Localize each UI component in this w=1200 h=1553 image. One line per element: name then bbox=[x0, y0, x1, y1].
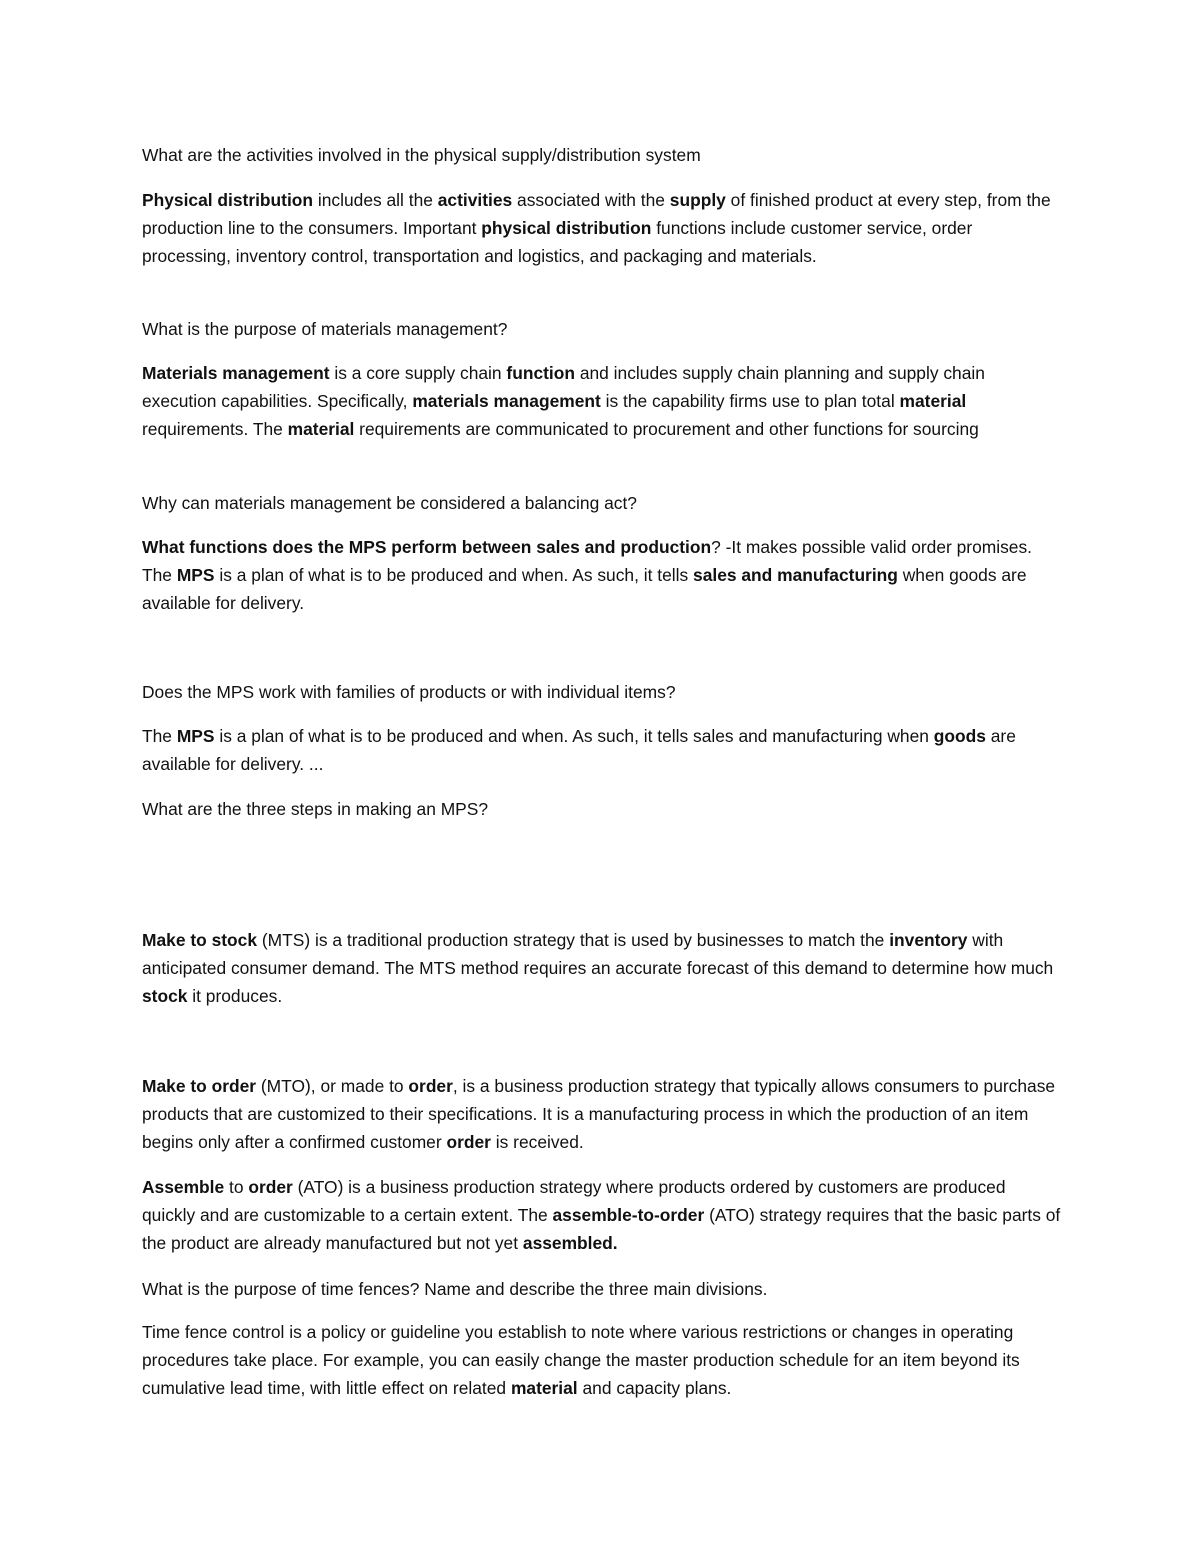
paragraph-question-mps-steps bbox=[142, 795, 1062, 823]
bold-text-run: material bbox=[899, 391, 967, 411]
text-run: and includes supply chain planning and supply chain execution capabilities. Specifically, bbox=[142, 363, 985, 411]
text-run: What is the purpose of materials management? bbox=[142, 319, 508, 339]
bold-text-run: Materials management bbox=[142, 363, 330, 383]
bold-text-run: material bbox=[287, 419, 355, 439]
text-run: , is a business production strategy that typically allows consumers to purchase products that are customized to their specifications. It is a manufacturing process in which the production of an item begins only after a confirmed customer bbox=[142, 1076, 1056, 1152]
paragraph-question-physical-distribution bbox=[142, 141, 1062, 169]
bold-text-run: supply bbox=[669, 190, 726, 210]
bold-text-run: material bbox=[510, 1378, 578, 1398]
bold-text-run: order bbox=[446, 1132, 491, 1152]
bold-text-run: materials management bbox=[412, 391, 601, 411]
paragraph-question-time-fences bbox=[142, 1275, 1062, 1303]
bold-text-run: What functions does the MPS perform between sales and production bbox=[142, 537, 712, 557]
paragraph-time-fence-control bbox=[142, 1318, 1062, 1402]
text-run: requirements. The bbox=[142, 419, 288, 439]
paragraph-materials-management bbox=[142, 359, 1062, 443]
bold-text-run: stock bbox=[142, 986, 188, 1006]
text-run: and capacity plans. bbox=[577, 1378, 732, 1398]
bold-text-run: MPS bbox=[176, 565, 215, 585]
paragraph-mps-functions bbox=[142, 533, 1062, 617]
text-run: requirements are communicated to procurement and other functions for sourcing bbox=[354, 419, 979, 439]
text-run: is the capability firms use to plan total bbox=[600, 391, 900, 411]
bold-text-run: activities bbox=[437, 190, 513, 210]
bold-text-run: assembled. bbox=[522, 1233, 618, 1253]
bold-text-run: goods bbox=[933, 726, 986, 746]
text-run: of finished product at every step, from the production line to the consumers. Important bbox=[142, 190, 1051, 238]
bold-text-run: Physical distribution bbox=[142, 190, 314, 210]
text-run: (ATO) strategy requires that the basic parts of the product are already manufactured but not yet bbox=[142, 1205, 1061, 1253]
paragraph-mps-plan bbox=[142, 722, 1062, 778]
text-run: to bbox=[224, 1177, 249, 1197]
text-run: What are the activities involved in the physical supply/distribution system bbox=[142, 145, 701, 165]
text-run: Does the MPS work with families of products or with individual items? bbox=[142, 682, 676, 702]
text-run: What are the three steps in making an MPS? bbox=[142, 799, 489, 819]
text-run: (MTS) is a traditional production strategy that is used by businesses to match the bbox=[257, 930, 890, 950]
paragraph-make-to-order bbox=[142, 1072, 1062, 1156]
paragraph-physical-distribution bbox=[142, 186, 1062, 270]
text-run: are available for delivery. ... bbox=[142, 726, 1016, 774]
text-run: with anticipated consumer demand. The MTS method requires an accurate forecast of this demand to determine how much bbox=[142, 930, 1054, 978]
bold-text-run: physical distribution bbox=[481, 218, 652, 238]
bold-text-run: Make to order bbox=[142, 1076, 257, 1096]
text-run: The bbox=[142, 726, 177, 746]
text-run: (MTO), or made to bbox=[256, 1076, 409, 1096]
paragraph-question-balancing-act bbox=[142, 489, 1062, 517]
text-run: ? -It makes possible valid order promises. The bbox=[142, 537, 1033, 585]
paragraph-assemble-to-order bbox=[142, 1173, 1062, 1257]
text-run: it produces. bbox=[187, 986, 283, 1006]
text-run: is a core supply chain bbox=[329, 363, 507, 383]
bold-text-run: order bbox=[408, 1076, 453, 1096]
text-run: when goods are available for delivery. bbox=[142, 565, 1027, 613]
bold-text-run: Make to stock bbox=[142, 930, 258, 950]
bold-text-run: MPS bbox=[176, 726, 215, 746]
text-run: is received. bbox=[490, 1132, 584, 1152]
text-run: What is the purpose of time fences? Name and describe the three main divisions. bbox=[142, 1279, 768, 1299]
bold-text-run: function bbox=[506, 363, 575, 383]
bold-text-run: Assemble bbox=[142, 1177, 225, 1197]
text-run: is a plan of what is to be produced and when. As such, it tells bbox=[214, 565, 694, 585]
text-run: Time fence control is a policy or guideline you establish to note where various restrictions or changes in operating procedures take place. For example, you can easily change the master production schedule for an item beyond its cumulative lead time, with little effect on related bbox=[142, 1322, 1020, 1398]
bold-text-run: inventory bbox=[889, 930, 968, 950]
paragraph-question-materials-management bbox=[142, 315, 1062, 343]
text-run: Why can materials management be considered a balancing act? bbox=[142, 493, 637, 513]
text-run: functions include customer service, order processing, inventory control, transportation and logistics, and packaging and materials. bbox=[142, 218, 973, 266]
bold-text-run: order bbox=[248, 1177, 293, 1197]
bold-text-run: assemble-to-order bbox=[552, 1205, 705, 1225]
paragraph-question-mps-families bbox=[142, 678, 1062, 706]
bold-text-run: sales and manufacturing bbox=[693, 565, 898, 585]
text-run: (ATO) is a business production strategy where products ordered by customers are produced quickly and are customizable to a certain extent. The bbox=[142, 1177, 1006, 1225]
text-run: associated with the bbox=[512, 190, 670, 210]
text-run: is a plan of what is to be produced and when. As such, it tells sales and manufacturing when bbox=[214, 726, 934, 746]
text-run: includes all the bbox=[313, 190, 438, 210]
paragraph-make-to-stock bbox=[142, 926, 1062, 1010]
